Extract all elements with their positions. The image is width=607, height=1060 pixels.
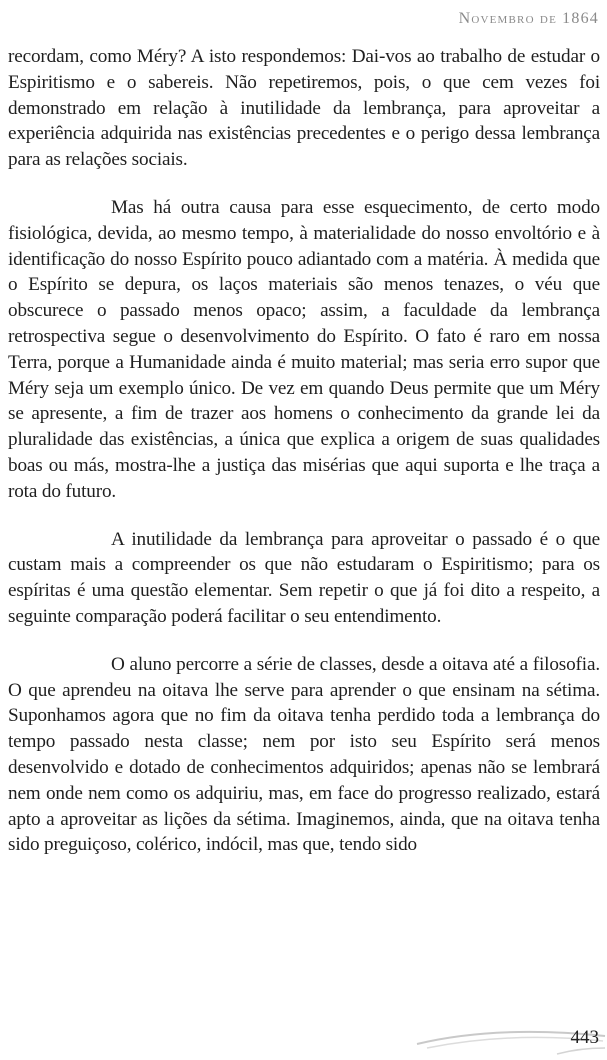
paragraph-1: recordam, como Méry? A isto respondemos: Dai-vos ao trabalho de estudar o Espiritismo e o sabereis. Não repetiremos, pois, o que cem vezes foi demonstrado em relação à inutilidade da lembrança, para aproveitar a experiência adquirida nas existências precedentes e o perigo dessa lembrança para as relações sociais. [8,46,600,171]
page-body [8,44,600,858]
paragraph-4: O aluno percorre a série de classes, desde a oitava até a filosofia. O que aprendeu na oitava lhe serve para aprender o que ensinam na sétima. Suponhamos agora que no fim da oitava tenha perdido toda a lembrança do tempo passado nesta classe; nem por isto seu Espírito será menos desenvolvido e dotado de conhecimentos adquiridos; apenas não se lembrará nem onde nem como os adquiriu, mas, em face do progresso realizado, estará apto a aproveitar as lições da sétima. Imaginemos, ainda, que na oitava tenha sido preguiçoso, colérico, indócil, mas que, tendo sido [8,653,600,856]
paragraph-2: Mas há outra causa para esse esquecimento, de certo modo fisiológica, devida, ao mesmo tempo, à materialidade do nosso envoltório e à identificação do nosso Espírito pouco adiantado com a matéria. À medida que o Espírito se depura, os laços materiais são menos tenazes, o véu que obscurece o passado menos opaco; assim, a faculdade da lembrança retrospectiva segue o desenvolvimento do Espírito. O fato é raro em nossa Terra, porque a Humanidade ainda é muito material; mas seria erro supor que Méry seja um exemplo único. De vez em quando Deus permite que um Méry se apresente, a fim de trazer aos homens o conhecimento da grande lei da pluralidade das existências, a única que explica a origem de suas qualidades boas ou más, mostra-lhe a justiça das misérias que aqui suporta e lhe traça a rota do futuro. [8,196,600,502]
running-header: Novembro de 1864 [458,10,599,27]
page-footer [407,1014,607,1060]
page-number: 443 [570,1027,599,1048]
paragraph-3: A inutilidade da lembrança para aproveitar o passado é o que custam mais a compreender os que não estudaram o Espiritismo; para os espíritas é uma questão elementar. Sem repetir o que já foi dito a respeito, a seguinte comparação poderá facilitar o seu entendimento. [8,528,600,627]
